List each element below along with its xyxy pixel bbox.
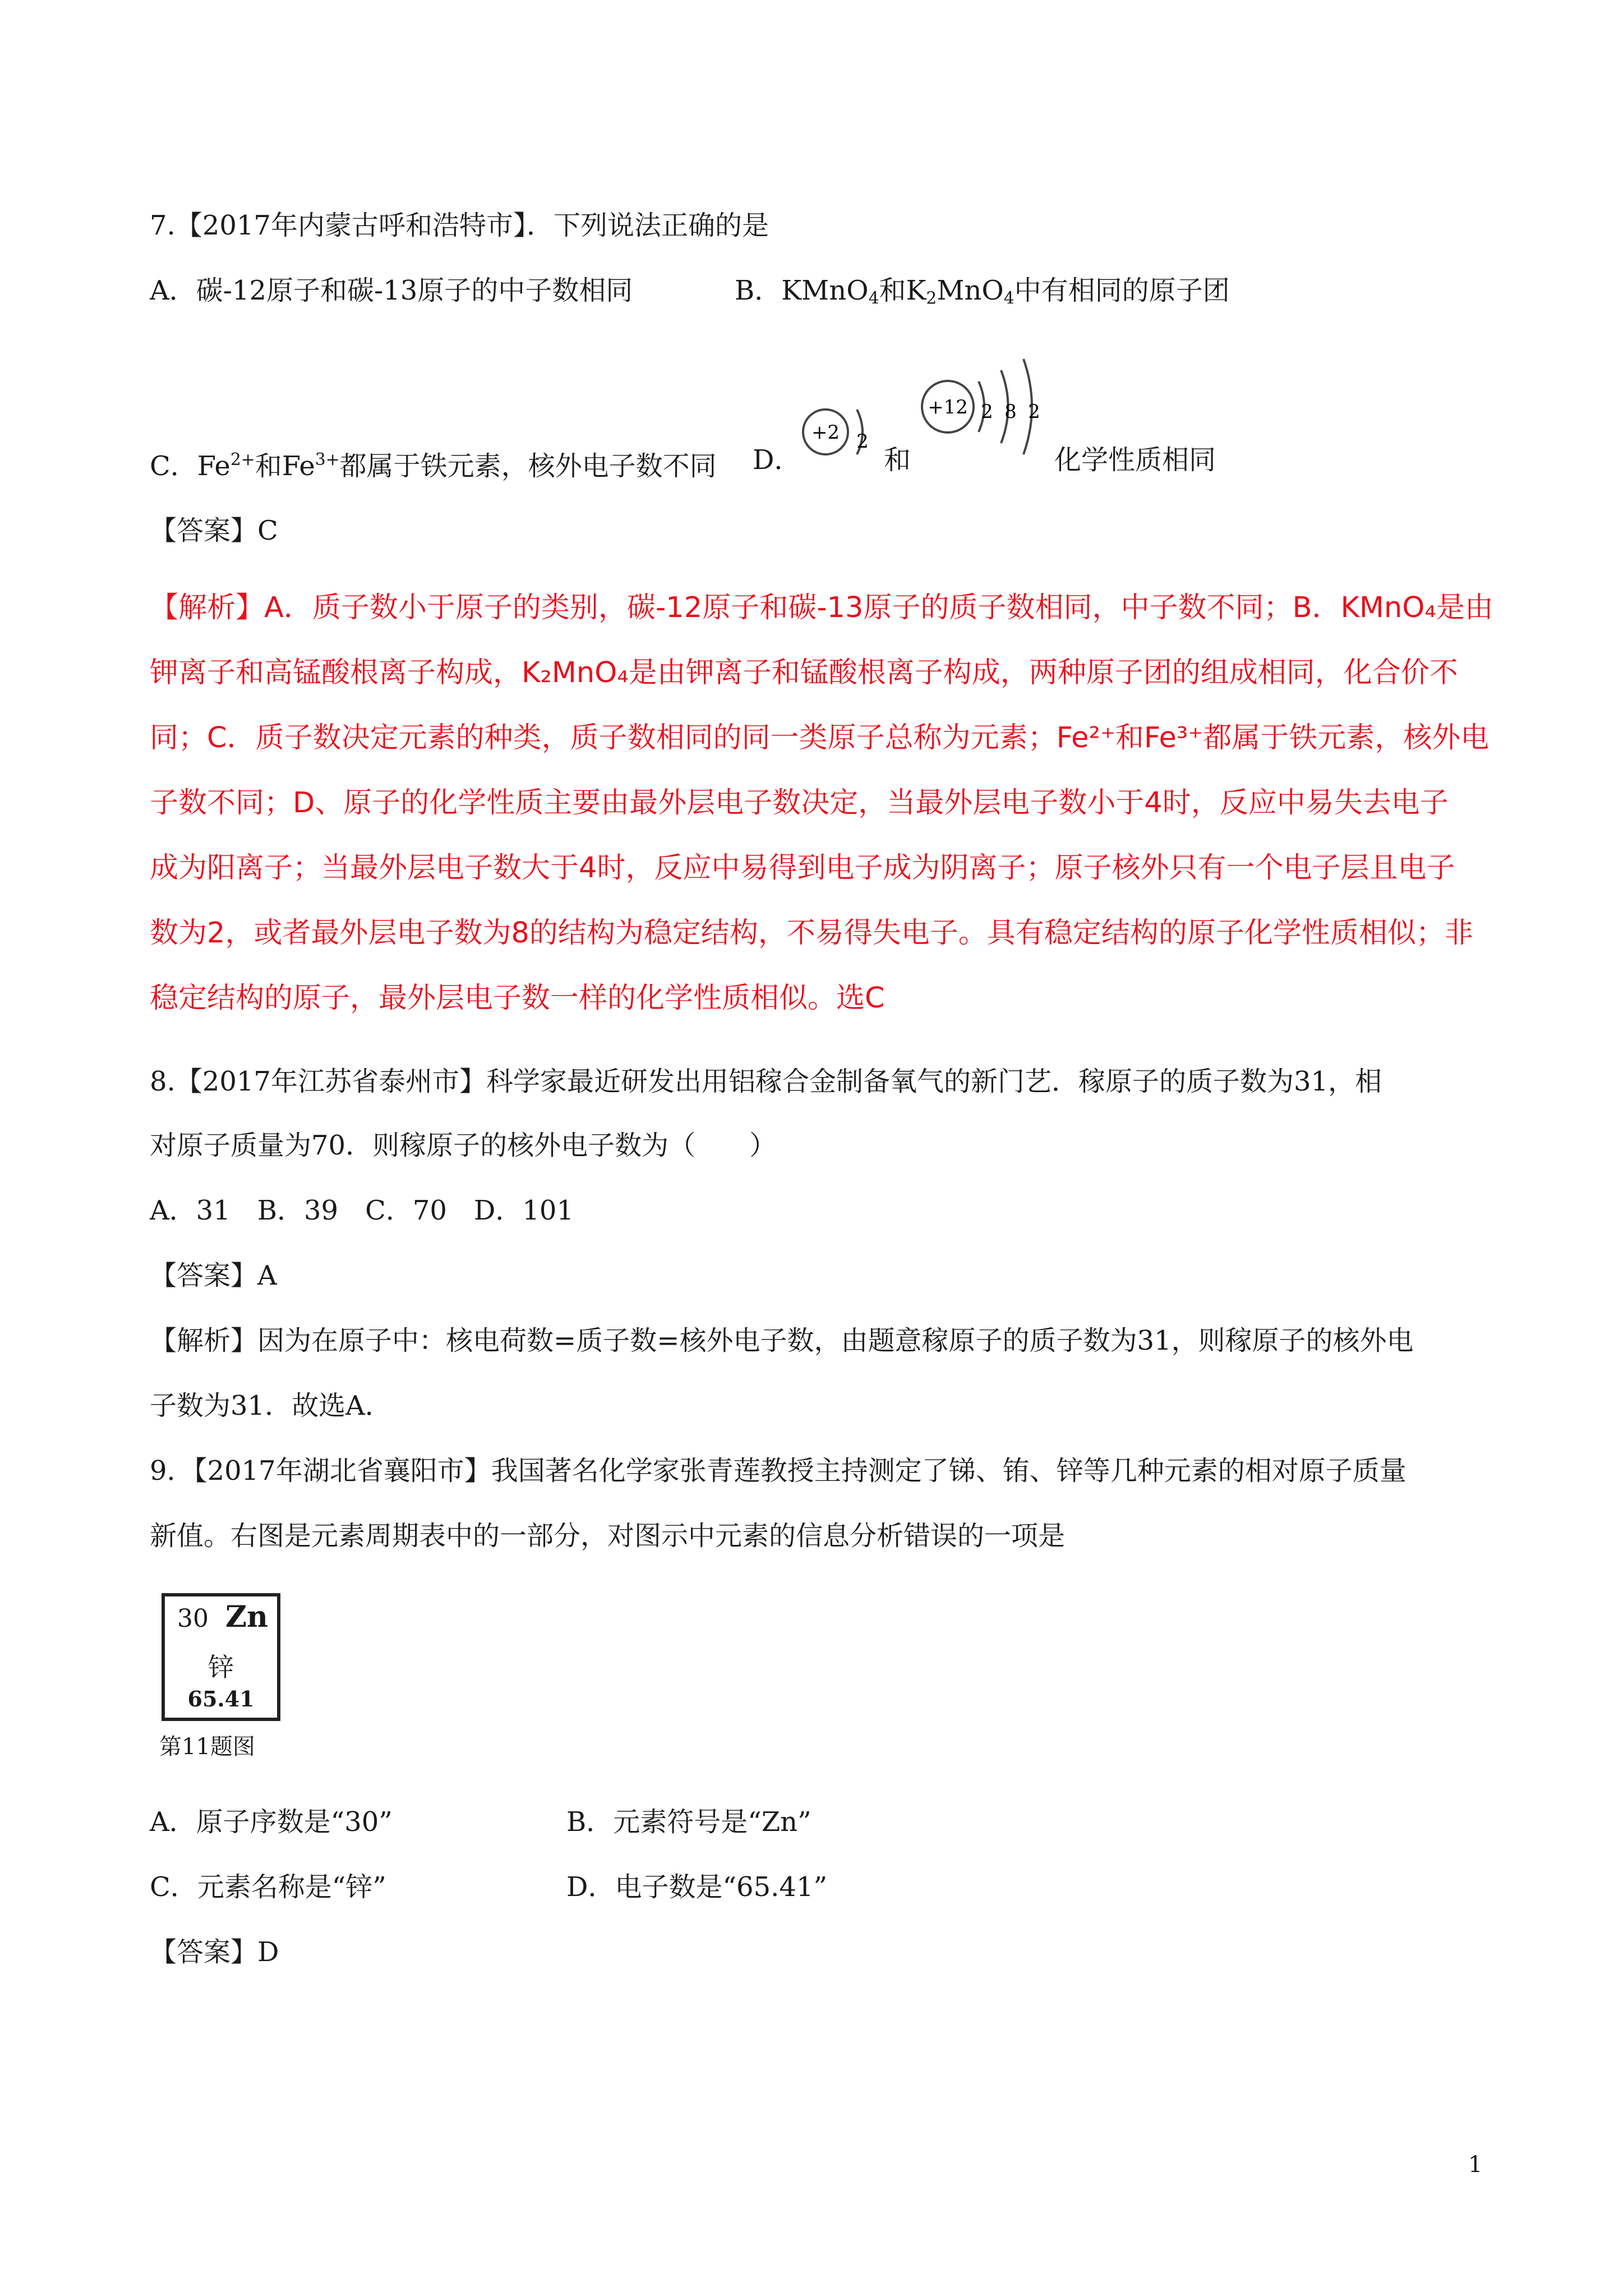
q8-stem-line-1: 8.【2017年江苏省泰州市】科学家最近研发出用铝稼合金制备氧气的新门艺．稼原子的质子数为31，相 [150, 1066, 1382, 1097]
q7-analysis-line: 同；C．质子数决定元素的种类，质子数相同的同一类原子总称为元素；Fe²⁺和Fe³⁺都属于铁元素，核外电 [150, 721, 1490, 754]
q7-analysis-line: 成为阳离子；当最外层电子数大于4时，反应中易得到电子成为阴离子；原子核外只有一个电子层且电子 [150, 852, 1455, 885]
q7-option-d-text: 化学性质相同 [1054, 444, 1216, 476]
element-atomic-mass: 65.41 [187, 1686, 255, 1711]
element-atomic-number: 30 [177, 1604, 209, 1633]
q9-option-b: B．元素符号是“Zn” [566, 1806, 811, 1838]
q7-analysis-line: 稳定结构的原子，最外层电子数一样的化学性质相似。选C [150, 982, 885, 1015]
atom1-nucleus: +2 [811, 421, 840, 444]
q9-answer: 【答案】D [150, 1936, 279, 1968]
q7-analysis-line: 【解析】A．质子数小于原子的类别，碳-12原子和碳-13原子的质子数相同，中子数不同；B．KMnO₄是由 [150, 591, 1493, 624]
q8-options: A．31 B．39 C．70 D．101 [150, 1195, 574, 1226]
q8-answer: 【答案】A [150, 1260, 277, 1291]
q9-option-a: A．原子序数是“30” [150, 1806, 393, 1838]
element-symbol: Zn [225, 1600, 268, 1634]
q8-analysis-line-1: 【解析】因为在原子中：核电荷数=质子数=核外电子数，由题意稼原子的质子数为31，则稼原子的核外电 [150, 1325, 1414, 1356]
q7-answer: 【答案】C [150, 515, 278, 546]
figure-caption: 第11题图 [159, 1734, 255, 1760]
element-name: 锌 [208, 1652, 234, 1682]
periodic-table-element-card [162, 1593, 280, 1721]
q7-analysis-line: 钾离子和高锰酸根离子构成，K₂MnO₄是由钾离子和锰酸根离子构成，两种原子团的组成相同，化合价不 [150, 656, 1458, 689]
q7-analysis-line: 子数不同；D、原子的化学性质主要由最外层电子数决定，当最外层电子数小于4时，反应中易失去电子 [150, 786, 1449, 820]
q7-analysis-line: 数为2，或者最外层电子数为8的结构为稳定结构，不易得失电子。具有稳定结构的原子化学性质相似；非 [150, 917, 1473, 950]
q8-analysis-line-2: 子数为31．故选A． [150, 1390, 392, 1421]
q7-option-c: C．$Fe^{2+}$和$Fe^{3+}$都属于铁元素，核外电子数不同 [150, 450, 717, 482]
q7-stem: 7.【2017年内蒙古呼和浩特市】．下列说法正确的是 [150, 210, 769, 241]
atom1-shell-1: 2 [856, 430, 869, 453]
q7-option-b: B．KMnO$_4$和$K_2MnO_4$中有相同的原子团 [735, 275, 1230, 309]
q9-option-d: D．电子数是“65.41” [566, 1871, 827, 1903]
q9-option-c: C．元素名称是“锌” [150, 1871, 386, 1903]
atom2-shell-2: 8 [1004, 401, 1017, 423]
q8-stem-line-2: 对原子质量为70．则稼原子的核外电子数为（ ） [150, 1130, 777, 1161]
atom-diagram-magnesium [909, 342, 1060, 477]
atom2-shell-3: 2 [1028, 401, 1040, 423]
atom2-shell-1: 2 [981, 401, 993, 423]
q7-option-d-label: D． [753, 444, 801, 476]
q7-option-d-and: 和 [884, 444, 911, 476]
q7-option-a: A．碳-12原子和碳-13原子的中子数相同 [150, 275, 633, 306]
q9-stem-line-2: 新值。右图是元素周期表中的一部分，对图示中元素的信息分析错误的一项是 [150, 1520, 1066, 1552]
q9-stem-line-1: 9．【2017年湖北省襄阳市】我国著名化学家张青莲教授主持测定了锑、铕、锌等几种元素的相对原子质量 [150, 1455, 1407, 1487]
atom2-nucleus: +12 [928, 396, 968, 418]
atom-diagram-helium [796, 393, 886, 471]
page-number: 1 [1468, 2152, 1483, 2178]
